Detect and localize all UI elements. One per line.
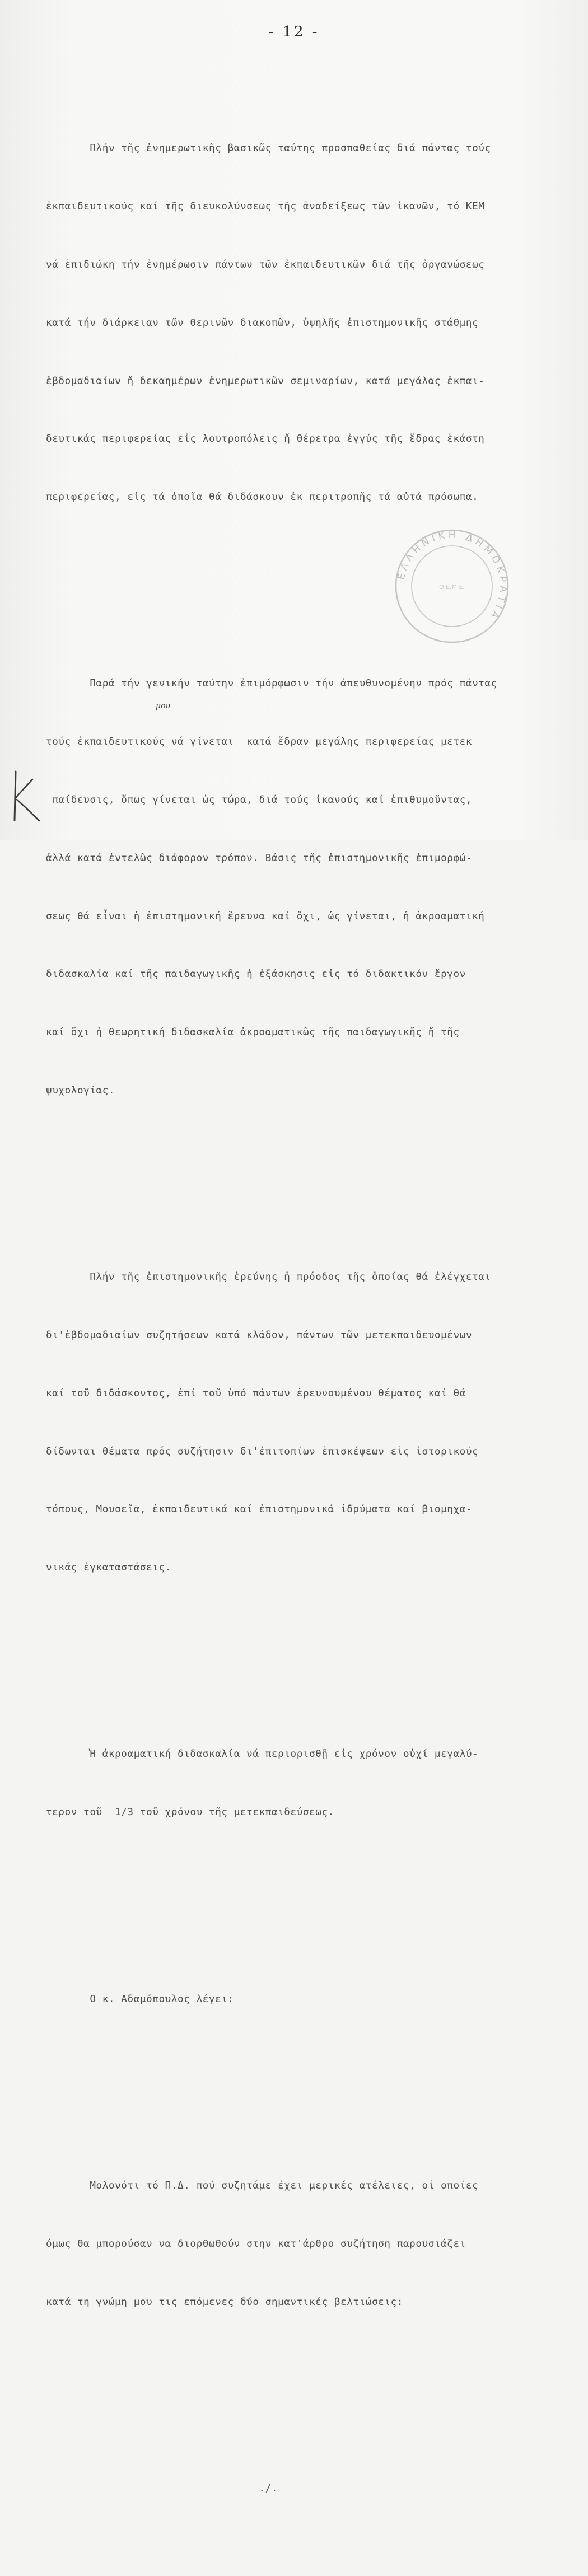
text-line: διδασκαλία καί τῆς παιδαγωγικῆς ἡ ἐξάσκησις εἰς τό διδακτικόν ἔργον — [46, 969, 466, 980]
paragraph-gap — [46, 1655, 584, 1667]
text-line: σεως θά εἶναι ἡ ἐπιστημονική ἔρευνα καί ὄχι, ὡς γίνεται, ἡ ἀκροαματική — [46, 910, 485, 922]
text-line: Πλήν τῆς ἐπιστημονικῆς ἐρεύνης ἡ πρόοδος τῆς ὁποίας θά ἐλέγχεται — [46, 1271, 491, 1283]
continuation-symbol: ./. — [259, 2483, 278, 2494]
text-line: νά ἐπιδιώκη τήν ἐνημέρωσιν πάντων τῶν ἐκπαιδευτικῶν διά τῆς ὀργανώσεως — [46, 259, 485, 270]
paragraph-gap — [46, 2087, 584, 2099]
continuation-mark — [46, 2441, 584, 2537]
text-line: κατά τήν διάρκειαν τῶν θερινῶν διακοπῶν, ὑψηλῆς ἐπιστημονικῆς στάθμης — [46, 317, 479, 329]
text-line: τερον τοῦ 1/3 τοῦ χρόνου τῆς μετεκπαιδεύσεως. — [46, 1807, 334, 1818]
signature-mark — [3, 767, 43, 823]
text-line: περιφερείας, εἰς τά ὁποῖα θά διδάσκουν ἐκ περιτροπῆς τά αὐτά πρόσωπα. — [46, 492, 479, 503]
paragraph-6 — [46, 2138, 584, 2351]
text-line: δευτικάς περιφερείας εἰς λουτροπόλεις ἤ θέρετρα ἐγγύς τῆς ἕδρας ἑκάστη — [46, 433, 485, 445]
text-line: δίδωνται θέματα πρός συζήτησιν δι'ἐπιτοπίων ἐπισκέψεων εἰς ἱστορικούς — [46, 1446, 479, 1457]
text-line: Ο κ. Αδαμόπουλος λέγει: — [46, 1993, 234, 2005]
paragraph-2 — [46, 635, 584, 1139]
text-line: παίδευσις, ὅπως γίνεται ὡς τώρα, διά τούς ἱκανούς καί ἐπιθυμοῦντας, — [46, 794, 473, 806]
paragraph-gap — [46, 1178, 584, 1190]
svg-text:ΕΛΛΗΝΙΚΗ ΔΗΜΟΚΡΑΤΙΑ: ΕΛΛΗΝΙΚΗ ΔΗΜΟΚΡΑΤΙΑ — [395, 529, 509, 623]
text-line: όμως θα μπορούσαν να διορθωθούν στην κατ'άρθρο συζήτηση παρουσιάζει — [46, 2238, 466, 2250]
text-line: ἀλλά κατά ἐντελῶς διάφορον τρόπον. Βάσις τῆς ἐπιστημονικῆς ἐπιμορφώ- — [46, 852, 473, 864]
paragraph-1 — [46, 100, 584, 546]
text-line: καί ὄχι ἡ θεωρητική διδασκαλία ἀκροαματικῶς τῆς παιδαγωγικῆς ἤ τῆς — [46, 1027, 460, 1039]
paragraph-5 — [46, 1951, 584, 2047]
page-number: - 12 - — [268, 24, 320, 40]
text-line: τόπους, Μουσεῖα, ἐκπαιδευτικά καί ἐπιστημονικά ἱδρύματα καί βιομηχα- — [46, 1504, 473, 1516]
text-line: Μολονότι τό Π.Δ. πού συζητάμε έχει μερικές ατέλειες, οἱ οποίες — [46, 2180, 479, 2191]
document-body — [46, 62, 584, 2576]
text-line: ἑβδομαδιαίων ἤ δεκαημέρων ἐνημερωτικῶν σεμιναρίων, κατά μεγάλας ἐκπαι- — [46, 375, 485, 387]
paragraph-gap — [46, 2389, 584, 2401]
text-line: ἐκπαιδευτικούς καί τῆς διευκολύνσεως τῆς ἀναδείξεως τῶν ἱκανῶν, τό ΚΕΜ — [46, 201, 485, 213]
continuation-text — [46, 2479, 584, 2499]
paragraph-gap — [46, 1900, 584, 1912]
text-line: καί τοῦ διδάσκοντος, ἐπί τοῦ ὑπό πάντων ἐρευνουμένου θέματος καί θά — [46, 1387, 466, 1399]
paragraph-3 — [46, 1229, 584, 1616]
text-line: νικάς ἐγκαταστάσεις. — [46, 1562, 171, 1574]
handwritten-insertion: μου — [156, 702, 171, 710]
paragraph-4 — [46, 1706, 584, 1861]
svg-text:Ο.Ε.Μ.Ε.: Ο.Ε.Μ.Ε. — [438, 583, 465, 591]
text-line: τούς ἐκπαιδευτικούς νά γίνεται κατά ἕδραν μεγάλης περιφερείας μετεκ — [46, 736, 473, 748]
text-line: δι'ἑβδομαδιαίων συζητήσεων κατά κλάδον, πάντων τῶν μετεκπαιδευομένων — [46, 1330, 473, 1341]
text-line: Ἡ ἀκροαματική διδασκαλία νά περιορισθῇ εἰς χρόνον οὐχί μεγαλύ- — [46, 1748, 479, 1760]
text-line: κατά τη γνώμη μου τις επόμενες δύο σημαντικές βελτιώσεις: — [46, 2296, 403, 2308]
text-line: ψυχολογίας. — [46, 1084, 115, 1096]
text-line: Παρά τήν γενικήν ταύτην ἐπιμόρφωσιν τήν ἀπευθυνομένην πρός πάντας — [46, 678, 497, 690]
text-line: Πλήν τῆς ἐνημερωτικῆς βασικῶς ταύτης προσπαθείας διά πάντας τούς — [46, 143, 491, 155]
official-stamp — [392, 526, 512, 647]
